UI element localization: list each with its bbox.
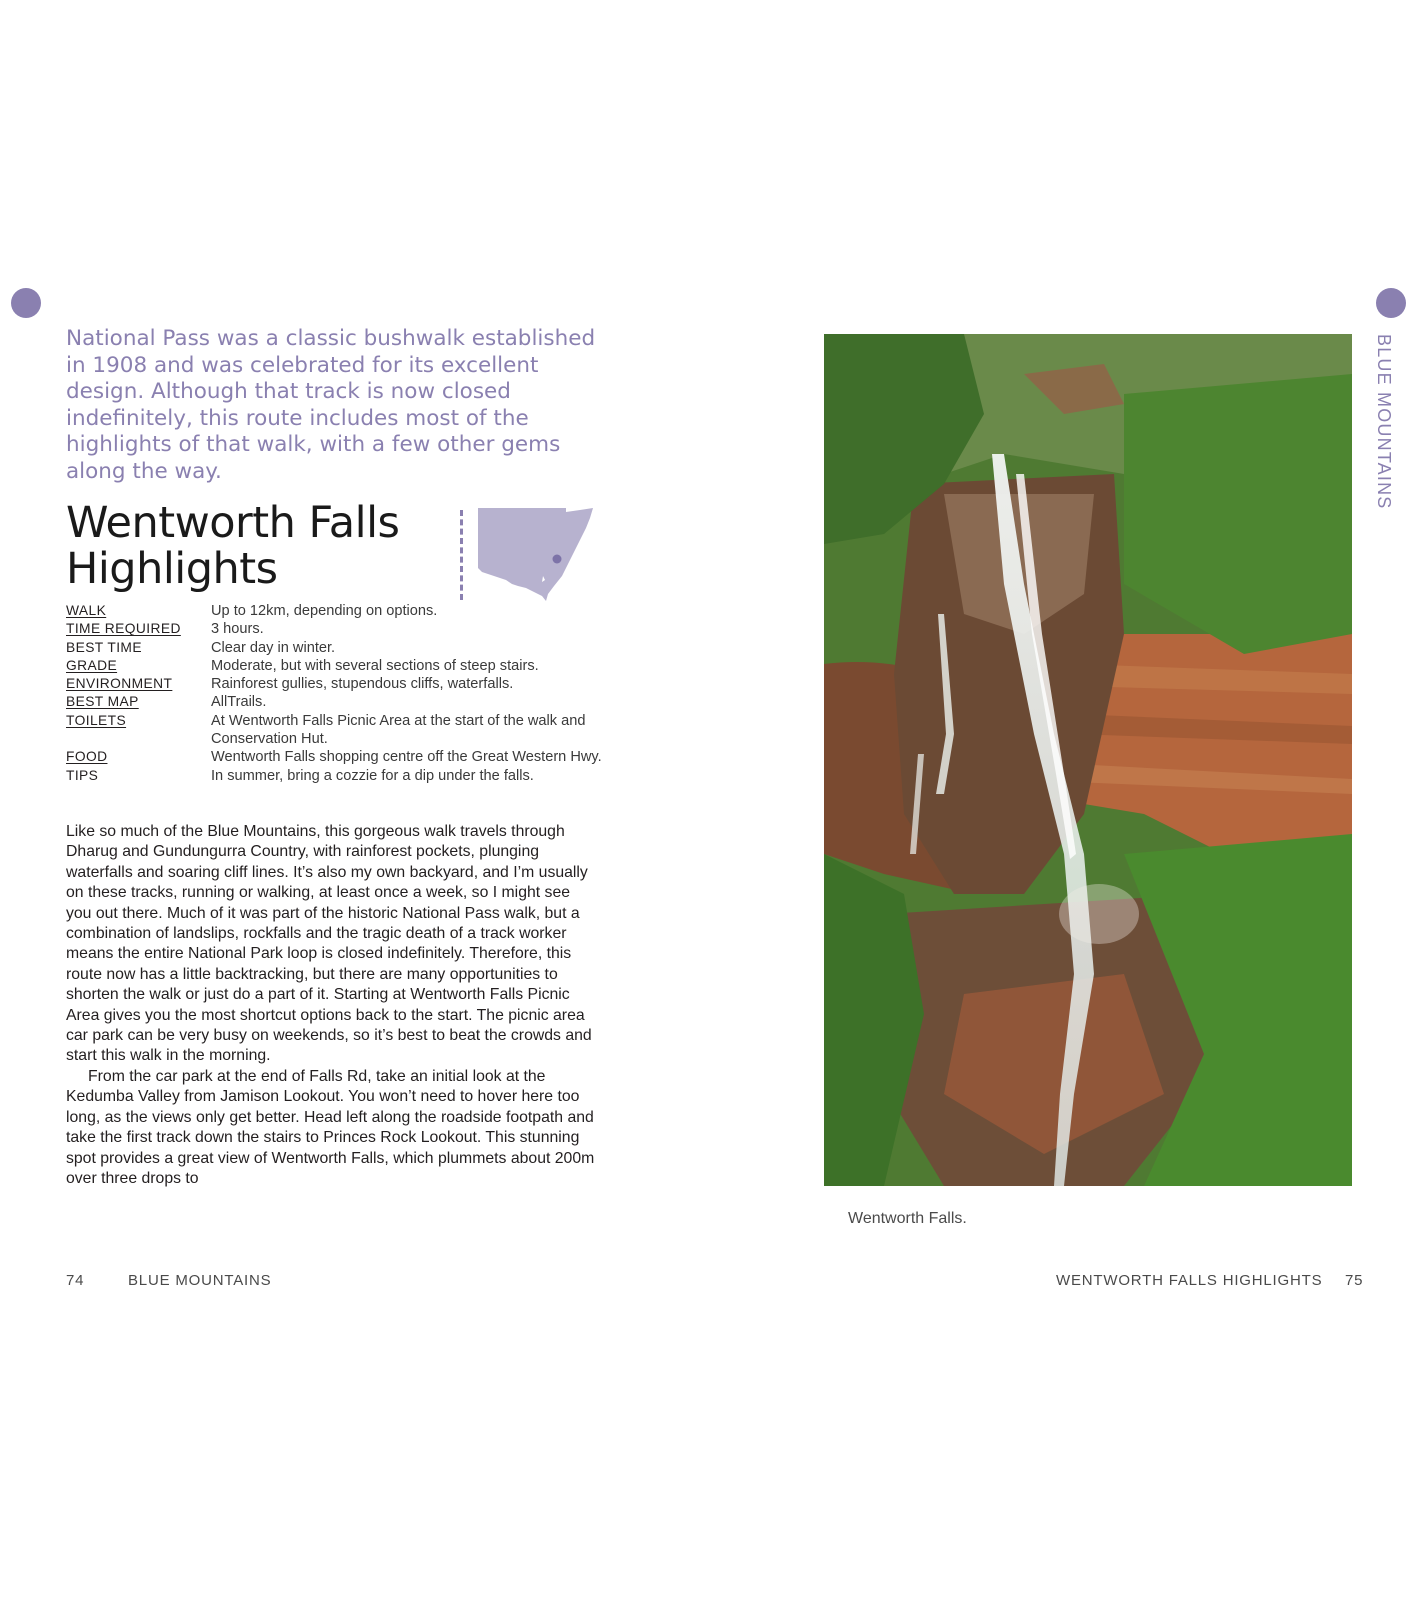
fact-label: GRADE (66, 657, 118, 673)
footer-right-section-title: WENTWORTH FALLS HIGHLIGHTS (1056, 1272, 1323, 1289)
fact-label: WALK (66, 603, 107, 618)
fact-label: BEST TIME (66, 639, 142, 655)
fact-value: Wentworth Falls shopping centre off the Great Western Hwy. (211, 749, 602, 766)
footer-left-page-number: 74 (66, 1272, 85, 1289)
photo-caption: Wentworth Falls. (848, 1210, 967, 1227)
fact-label: BEST MAP (66, 694, 139, 710)
walk-title (66, 500, 456, 592)
fact-row-best-map (66, 693, 606, 711)
fact-value: Up to 12km, depending on options. (211, 603, 438, 619)
fact-row-food (66, 748, 606, 766)
walk-title-line-2: Highlights (66, 544, 278, 594)
fact-row-time-required (66, 620, 606, 638)
body-paragraph-1: Like so much of the Blue Mountains, this gorgeous walk travels through Dharug and Gundungurra Country, with rainforest pockets, plunging waterfalls and soaring cliff lines. It’s also my own backyard, and I’m usually on these tracks, running or walking, at least once a week, so I might see you out there. Much of it was part of the historic National Pass walk, but a combination of landslips, rockfalls and the tragic death of a track worker means the entire National Park loop is closed indefinitely. Therefore, this route now has a little backtracking, but there are many opportunities to shorten the walk or just do a part of it. Starting at Wentworth Falls Picnic Area gives you the most shortcut options back to the start. The picnic area car park can be very busy on weekends, so it’s best to beat the crowds and start this walk in the morning. (66, 823, 592, 1065)
footer-right-page-number: 75 (1345, 1272, 1364, 1289)
intro-paragraph: National Pass was a classic bushwalk established in 1908 and was celebrated for its excellent design. Although that track is now closed indefinitely, this route includes most of the highlights of that walk, with a few other gems along the way. (66, 326, 596, 484)
walk-facts-table (66, 602, 606, 785)
fact-label: TIME REQUIRED (66, 621, 181, 637)
fact-value: AllTrails. (211, 694, 267, 711)
left-page-tab-marker (11, 288, 41, 318)
fact-row-best-time (66, 639, 606, 657)
waterfall-photo (824, 334, 1352, 1186)
fact-value: At Wentworth Falls Picnic Area at the start of the walk and Conservation Hut. (211, 712, 586, 748)
right-page-tab-marker (1376, 288, 1406, 318)
nsw-locator-map-icon (476, 506, 594, 602)
waterfall-photo-illustration (824, 334, 1352, 1186)
fact-value: In summer, bring a cozzie for a dip under the falls. (211, 767, 534, 784)
fact-label: FOOD (66, 749, 108, 765)
footer-left-section-title: BLUE MOUNTAINS (128, 1272, 272, 1289)
fact-label: TOILETS (66, 712, 127, 728)
fact-row-tips (66, 767, 606, 785)
fact-label: TIPS (66, 767, 99, 783)
fact-value: Rainforest gullies, stupendous cliffs, waterfalls. (211, 676, 514, 693)
fact-value: 3 hours. (211, 621, 264, 638)
section-side-label: BLUE MOUNTAINS (1374, 334, 1394, 510)
body-text (66, 822, 596, 1189)
fact-label: ENVIRONMENT (66, 676, 173, 692)
map-divider (460, 510, 463, 600)
fact-row-environment (66, 675, 606, 693)
fact-row-walk (66, 602, 606, 620)
fact-value: Clear day in winter. (211, 639, 336, 656)
fact-row-grade (66, 657, 606, 675)
fact-value: Moderate, but with several sections of steep stairs. (211, 657, 539, 674)
fact-row-toilets (66, 712, 606, 749)
walk-title-line-1: Wentworth Falls (66, 498, 400, 548)
body-paragraph-2: From the car park at the end of Falls Rd, take an initial look at the Kedumba Valley from Jamison Lookout. You won’t need to hover here too long, as the views only get better. Head left along the roadside footpath and take the first track down the stairs to Princes Rock Lookout. This stunning spot provides a great view of Wentworth Falls, which plummets about 200m over three drops to (66, 1067, 595, 1187)
